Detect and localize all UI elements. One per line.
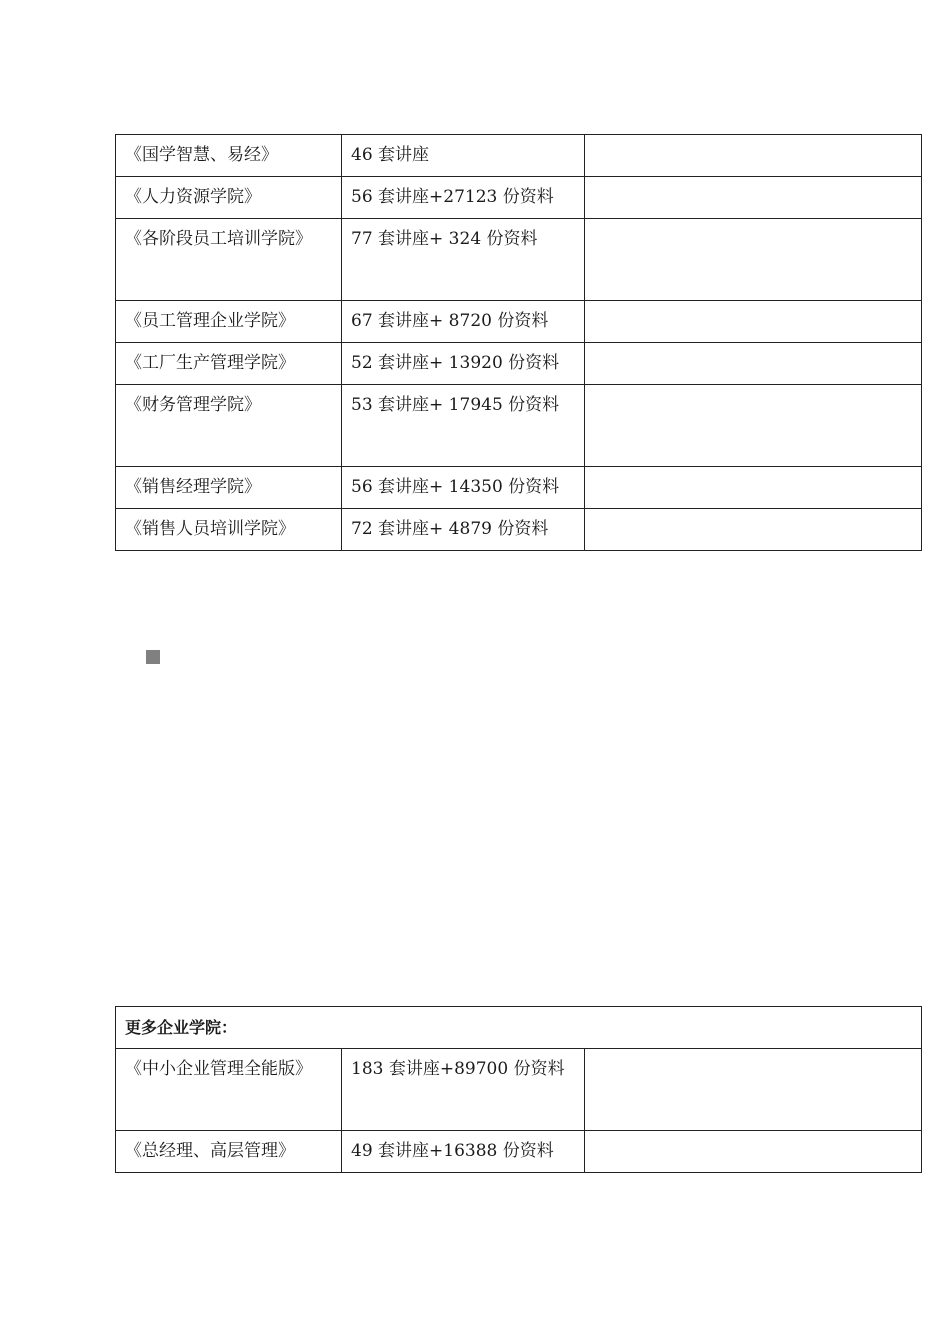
table-row bbox=[116, 219, 922, 301]
college-name: 《国学智慧、易经》 bbox=[116, 135, 342, 177]
more-colleges-heading: 更多企业学院： bbox=[116, 1007, 922, 1049]
table-header-row bbox=[116, 1007, 922, 1049]
table-row bbox=[116, 509, 922, 551]
college-content: 77 套讲座+ 324 份资料 bbox=[342, 219, 585, 301]
college-note bbox=[585, 135, 922, 177]
college-content: 49 套讲座+16388 份资料 bbox=[342, 1131, 585, 1173]
college-note bbox=[585, 219, 922, 301]
college-table bbox=[115, 134, 922, 551]
college-name: 《工厂生产管理学院》 bbox=[116, 343, 342, 385]
college-name: 《总经理、高层管理》 bbox=[116, 1131, 342, 1173]
table-row bbox=[116, 343, 922, 385]
college-name: 《销售经理学院》 bbox=[116, 467, 342, 509]
table-row bbox=[116, 1049, 922, 1131]
college-content: 52 套讲座+ 13920 份资料 bbox=[342, 343, 585, 385]
college-content: 56 套讲座+27123 份资料 bbox=[342, 177, 585, 219]
college-note bbox=[585, 385, 922, 467]
college-name: 《人力资源学院》 bbox=[116, 177, 342, 219]
square-bullet-icon bbox=[146, 650, 160, 664]
table-row bbox=[116, 385, 922, 467]
table-row bbox=[116, 135, 922, 177]
table-row bbox=[116, 1131, 922, 1173]
college-note bbox=[585, 177, 922, 219]
college-note bbox=[585, 343, 922, 385]
college-name: 《销售人员培训学院》 bbox=[116, 509, 342, 551]
college-note bbox=[585, 1131, 922, 1173]
college-name: 《中小企业管理全能版》 bbox=[116, 1049, 342, 1131]
college-name: 《各阶段员工培训学院》 bbox=[116, 219, 342, 301]
college-note bbox=[585, 1049, 922, 1131]
college-content: 72 套讲座+ 4879 份资料 bbox=[342, 509, 585, 551]
table-row bbox=[116, 177, 922, 219]
college-content: 46 套讲座 bbox=[342, 135, 585, 177]
college-name: 《财务管理学院》 bbox=[116, 385, 342, 467]
college-note bbox=[585, 467, 922, 509]
college-note bbox=[585, 509, 922, 551]
college-note bbox=[585, 301, 922, 343]
college-content: 183 套讲座+89700 份资料 bbox=[342, 1049, 585, 1131]
college-name: 《员工管理企业学院》 bbox=[116, 301, 342, 343]
table-row bbox=[116, 467, 922, 509]
college-content: 56 套讲座+ 14350 份资料 bbox=[342, 467, 585, 509]
table-row bbox=[116, 301, 922, 343]
college-content: 67 套讲座+ 8720 份资料 bbox=[342, 301, 585, 343]
more-colleges-table bbox=[115, 1006, 922, 1173]
college-content: 53 套讲座+ 17945 份资料 bbox=[342, 385, 585, 467]
